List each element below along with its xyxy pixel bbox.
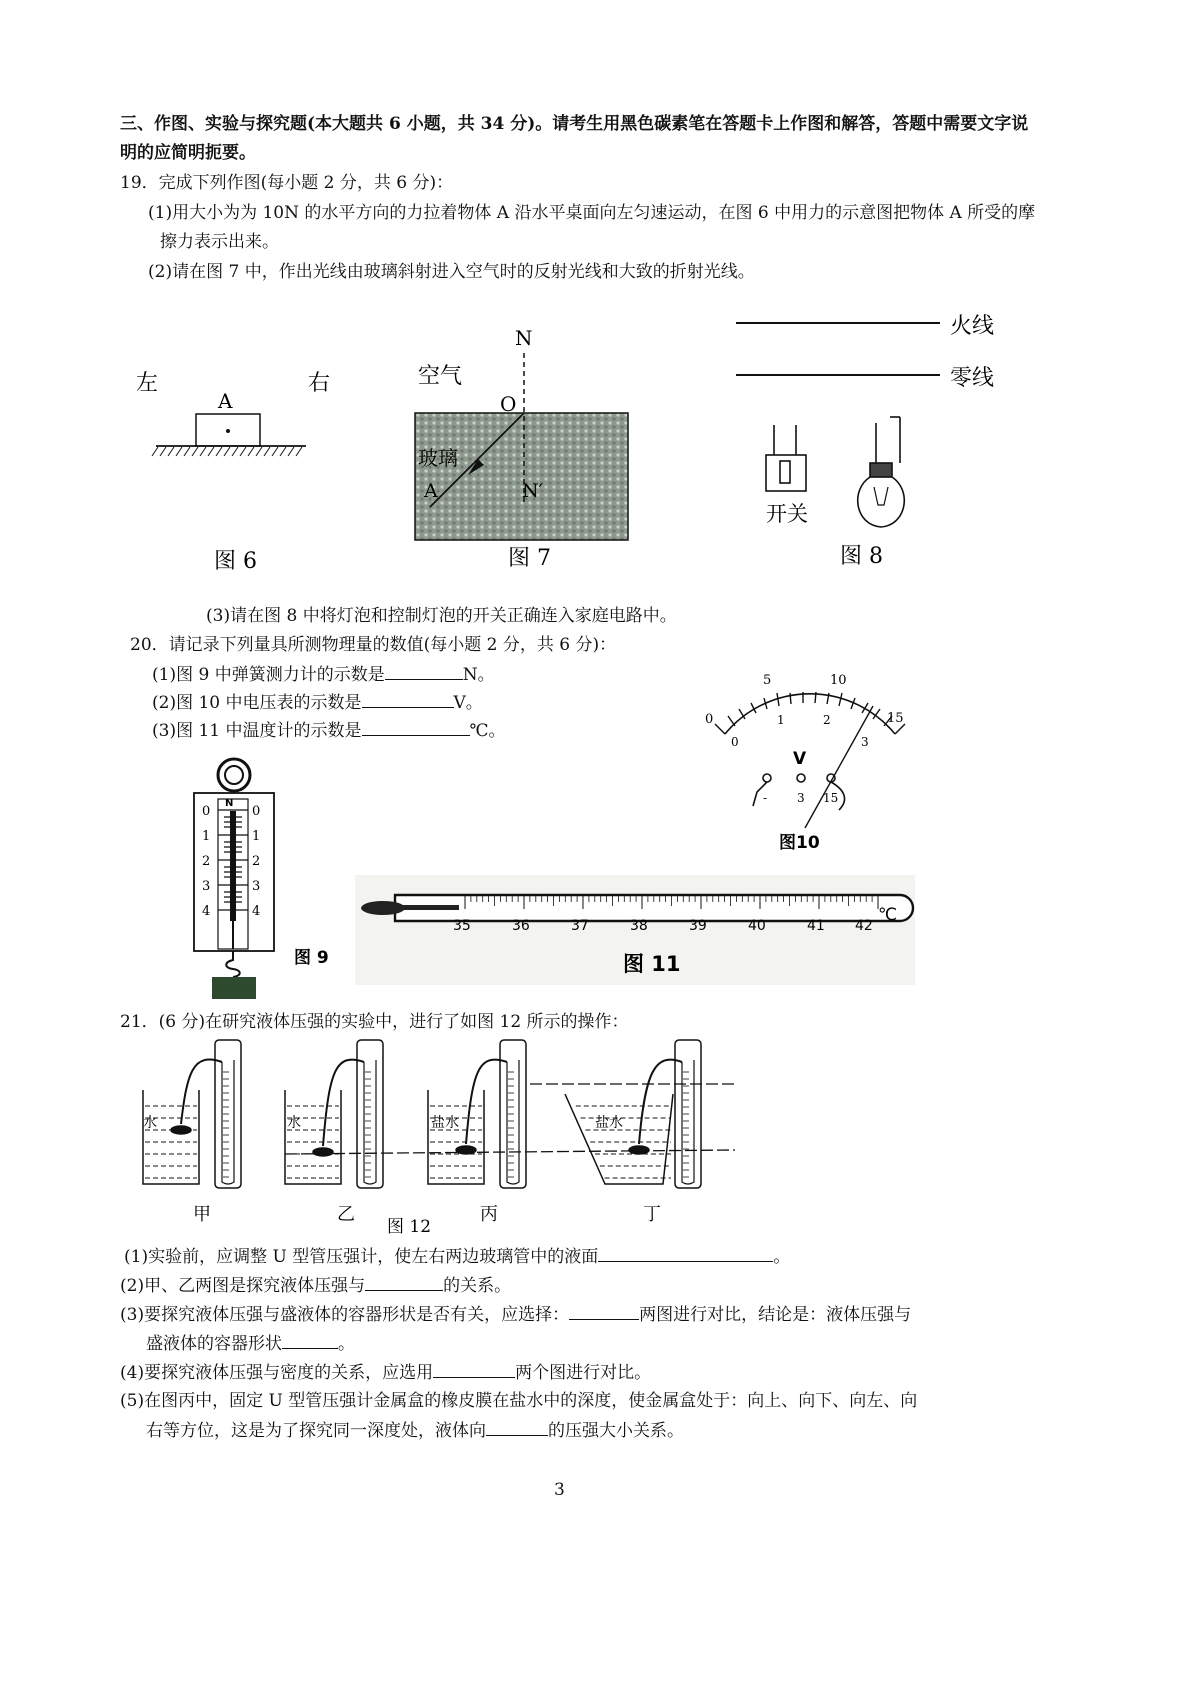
figure-7 <box>400 325 650 580</box>
name-ding: 丁 <box>643 1204 661 1225</box>
q21-stem: 21．(6 分)在研究液体压强的实验中，进行了如图 12 所示的操作： <box>120 1012 629 1032</box>
liquid-label-bing: 盐水 <box>431 1115 459 1131</box>
left-scale-2: 2 <box>202 854 211 869</box>
fig6-left-label: 左 <box>136 371 159 396</box>
q20-part1-unit: N。 <box>462 665 495 685</box>
q21-part2 <box>120 1273 511 1298</box>
table-hatching <box>152 447 302 456</box>
switch-label: 开关 <box>766 502 808 526</box>
right-scale-1: 1 <box>252 829 261 844</box>
fig12-caption: 图 12 <box>387 1217 432 1237</box>
terminal-15: 15 <box>823 791 839 805</box>
fig6-block-label: A <box>218 389 233 413</box>
rubber-tube <box>466 1060 507 1144</box>
metal-probe <box>629 1146 649 1154</box>
answer-blank[interactable] <box>365 1273 443 1291</box>
dial-arc <box>725 694 895 734</box>
air-label: 空气 <box>418 364 463 389</box>
glass-label: 玻璃 <box>418 446 458 470</box>
left-scale-0: 0 <box>202 804 211 819</box>
scale-ring <box>218 759 250 791</box>
u-tube <box>682 1060 694 1184</box>
q21-part5-a: (5)在图丙中，固定 U 型管压强计金属盒的橡皮膜在盐水中的深度，使金属盒处于：向上、向下、向左、向 <box>120 1391 918 1411</box>
rubber-tube <box>323 1060 364 1146</box>
q20-part2 <box>152 690 483 715</box>
q19-part2: (2)请在图 7 中，作出光线由玻璃斜射进入空气时的反射光线和大致的折射光线。 <box>148 262 755 282</box>
q21-part3-line2 <box>146 1331 355 1356</box>
q19-part1-a: (1)用大小为为 10N 的水平方向的力拉着物体 A 沿水平桌面向左匀速运动，在图 6 中用力的示意图把物体 A 所受的摩 <box>148 203 1036 223</box>
q20-part3-unit: ℃。 <box>469 721 506 741</box>
answer-blank[interactable] <box>362 718 470 736</box>
inner-scale-1: 1 <box>777 713 785 727</box>
fig6-right-label: 右 <box>308 371 330 396</box>
inner-scale-2: 2 <box>823 713 831 727</box>
left-scale-4: 4 <box>202 904 211 919</box>
figure-9 <box>186 755 346 1000</box>
right-scale-4: 4 <box>252 904 261 919</box>
liquid-label-ding: 盐水 <box>595 1115 623 1131</box>
figure-11 <box>355 875 915 985</box>
dial-ticks <box>715 692 905 734</box>
q21-part4 <box>120 1360 651 1385</box>
right-scale-2: 2 <box>252 854 261 869</box>
fig7-caption: 图 7 <box>508 546 551 571</box>
u-tube <box>222 1060 234 1184</box>
u-tube <box>507 1060 519 1184</box>
q21-part2-end: 的关系。 <box>443 1276 512 1296</box>
q21-part4-end: 两个图进行对比。 <box>515 1363 652 1383</box>
temp-36: 36 <box>512 918 530 934</box>
q21-part1-text: (1)实验前，应调整 U 型管压强计，使左右两边玻璃管中的液面 <box>124 1247 599 1267</box>
rubber-tube <box>181 1060 222 1124</box>
q20-part3-text: (3)图 11 中温度计的示数是 <box>152 721 362 741</box>
voltmeter-V-label: V <box>793 749 807 769</box>
point-A-label: A <box>424 480 438 502</box>
temp-41: 41 <box>807 918 825 934</box>
answer-blank[interactable] <box>486 1418 548 1436</box>
q21-part2-text: (2)甲、乙两图是探究液体压强与 <box>120 1276 366 1296</box>
neutral-wire-label: 零线 <box>950 366 995 391</box>
glass-block <box>415 413 628 540</box>
switch <box>766 425 806 491</box>
mercury-column <box>383 905 459 910</box>
temp-37: 37 <box>571 918 589 934</box>
temp-38: 38 <box>630 918 648 934</box>
trapezoid-container <box>565 1094 673 1184</box>
q21-part5-end: 的压强大小关系。 <box>548 1421 684 1441</box>
q19-stem: 19．完成下列作图(每小题 2 分，共 6 分)： <box>120 173 454 193</box>
fig10-caption: 图10 <box>779 833 820 853</box>
q21-part5-b <box>146 1418 684 1443</box>
terminal-3: 3 <box>797 791 805 805</box>
celsius-unit: ℃ <box>878 905 898 925</box>
right-scale-3: 3 <box>252 879 261 894</box>
left-scale-1: 1 <box>202 829 211 844</box>
metal-probe <box>171 1126 191 1134</box>
name-jia: 甲 <box>193 1204 211 1225</box>
liquid-label-jia: 水 <box>143 1115 157 1131</box>
terminal-negative: - <box>763 791 768 805</box>
q21-part3-text: (3)要探究液体压强与盛液体的容器形状是否有关，应选择： <box>120 1305 570 1325</box>
beaker <box>428 1090 484 1184</box>
answer-blank[interactable] <box>362 690 454 708</box>
unit-N: N <box>225 798 234 809</box>
outer-scale-15: 15 <box>887 711 904 726</box>
beaker <box>285 1090 341 1184</box>
q21-part3-text2: 盛液体的容器形状 <box>146 1334 282 1354</box>
temp-39: 39 <box>689 918 707 934</box>
hanging-weight <box>212 977 256 999</box>
light-bulb <box>858 417 905 527</box>
outer-scale-10: 10 <box>830 673 847 688</box>
q21-part3 <box>120 1302 911 1327</box>
metal-probe <box>313 1148 333 1156</box>
page-number: 3 <box>554 1480 565 1500</box>
figure-10 <box>695 668 925 863</box>
q21-part1-end: 。 <box>773 1247 791 1267</box>
q20-part2-unit: V。 <box>453 693 483 713</box>
fig11-caption: 图 11 <box>623 952 681 976</box>
figure-6 <box>130 360 330 580</box>
q21-part3-end: 。 <box>338 1334 355 1354</box>
answer-blank[interactable] <box>282 1331 338 1349</box>
point-O-label: O <box>500 392 517 416</box>
section-heading-line1: 三、作图、实验与探究题(本大题共 6 小题，共 34 分)。请考生用黑色碳素笔在答题卡上作图和解答，答题中需要文字说 <box>120 114 1029 134</box>
q20-part2-text: (2)图 10 中电压表的示数是 <box>152 693 362 713</box>
fig8-caption: 图 8 <box>840 544 883 569</box>
normal-label-N: N <box>515 326 533 350</box>
temp-40: 40 <box>748 918 766 934</box>
answer-blank[interactable] <box>433 1360 515 1378</box>
answer-blank[interactable] <box>569 1302 639 1320</box>
inner-scale-3: 3 <box>861 735 869 749</box>
live-wire-label: 火线 <box>950 314 995 339</box>
outer-scale-0: 0 <box>705 712 714 727</box>
q20-stem: 20．请记录下列量具所测物理量的数值(每小题 2 分，共 6 分)： <box>130 635 617 655</box>
fig6-caption: 图 6 <box>214 549 257 574</box>
q19-part1-b: 擦力表示出来。 <box>160 232 279 252</box>
name-yi: 乙 <box>337 1204 355 1225</box>
section-heading-line2: 明的应简明扼要。 <box>120 143 256 163</box>
u-tube <box>364 1060 376 1184</box>
block-center-dot <box>226 429 230 433</box>
normal-label-Nprime: N′ <box>522 480 543 502</box>
q21-part5-text: 右等方位，这是为了探究同一深度处，液体向 <box>146 1421 486 1441</box>
hook <box>226 951 240 977</box>
q21-part4-text: (4)要探究液体压强与密度的关系，应选用 <box>120 1363 434 1383</box>
temp-42: 42 <box>855 918 873 934</box>
figure-12 <box>135 1032 735 1237</box>
q21-part1 <box>124 1244 790 1269</box>
q20-part1-text: (1)图 9 中弹簧测力计的示数是 <box>152 665 385 685</box>
outer-scale-5: 5 <box>763 673 772 688</box>
q21-part3-mid: 两图进行对比，结论是：液体压强与 <box>639 1305 912 1325</box>
temp-35: 35 <box>453 918 471 934</box>
answer-blank[interactable] <box>598 1244 773 1262</box>
liquid-label-yi: 水 <box>287 1115 301 1131</box>
figure-8 <box>730 305 1020 580</box>
right-scale-0: 0 <box>252 804 261 819</box>
q19-part3: (3)请在图 8 中将灯泡和控制灯泡的开关正确连入家庭电路中。 <box>206 606 677 626</box>
name-bing: 丙 <box>480 1204 498 1225</box>
beaker <box>143 1090 199 1184</box>
q20-part1 <box>152 662 495 687</box>
inner-scale-0: 0 <box>731 735 739 749</box>
q20-part3 <box>152 718 506 743</box>
answer-blank[interactable] <box>385 662 463 680</box>
left-scale-3: 3 <box>202 879 211 894</box>
fig9-caption: 图 9 <box>294 948 329 968</box>
